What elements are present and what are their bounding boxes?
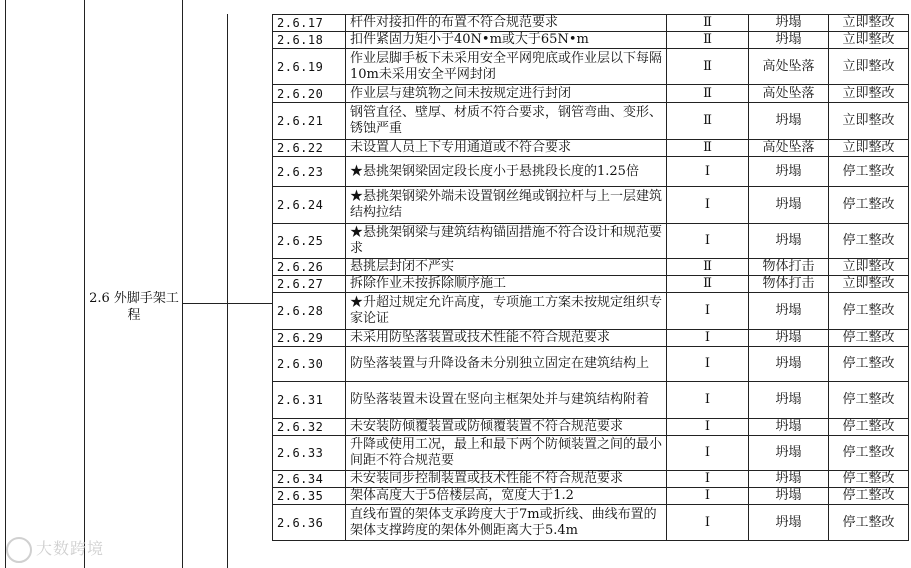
category-label: 2.6 外脚手架工程	[89, 291, 179, 323]
item-code: 2.6.27	[273, 276, 346, 293]
item-code: 2.6.22	[273, 140, 346, 157]
item-description: ★升超过规定允许高度，专项施工方案未按规定组织专家论证	[346, 293, 667, 330]
hazard-table	[272, 14, 909, 541]
table-row	[273, 293, 909, 330]
table-row	[273, 49, 909, 85]
item-code: 2.6.23	[273, 157, 346, 187]
hazard-level: Ⅰ	[667, 488, 749, 505]
rectification-action: 停工整改	[829, 224, 909, 259]
hazard-level: Ⅱ	[667, 15, 749, 32]
rectification-action: 停工整改	[829, 505, 909, 541]
rectification-action: 立即整改	[829, 32, 909, 49]
item-description: 未安装同步控制装置或技术性能不符合规范要求	[346, 471, 667, 488]
hazard-type: 坍塌	[749, 505, 829, 541]
hazard-type: 坍塌	[749, 32, 829, 49]
hazard-type: 坍塌	[749, 157, 829, 187]
rectification-action: 立即整改	[829, 259, 909, 276]
item-code: 2.6.34	[273, 471, 346, 488]
hazard-level: Ⅱ	[667, 259, 749, 276]
hazard-level: Ⅱ	[667, 49, 749, 85]
watermark	[6, 536, 104, 563]
item-code: 2.6.33	[273, 436, 346, 471]
hazard-level: Ⅰ	[667, 293, 749, 330]
item-description: 防坠落装置未设置在竖向主框架处并与建筑结构附着	[346, 382, 667, 419]
item-code: 2.6.30	[273, 347, 346, 382]
category-connector-line	[182, 303, 272, 304]
table-row	[273, 187, 909, 224]
category-column-right-border	[182, 0, 183, 568]
item-description: 拆除作业未按拆除顺序施工	[346, 276, 667, 293]
hazard-type: 坍塌	[749, 471, 829, 488]
hazard-type: 坍塌	[749, 419, 829, 436]
table-row	[273, 103, 909, 140]
hazard-type: 高处坠落	[749, 140, 829, 157]
hazard-type: 坍塌	[749, 187, 829, 224]
rectification-action: 停工整改	[829, 471, 909, 488]
hazard-type: 坍塌	[749, 293, 829, 330]
hazard-type: 坍塌	[749, 436, 829, 471]
hazard-level: Ⅱ	[667, 85, 749, 103]
item-description: 防坠落装置与升降设备未分别独立固定在建筑结构上	[346, 347, 667, 382]
sub-column-divider	[227, 14, 228, 568]
rectification-action: 停工整改	[829, 382, 909, 419]
hazard-level: Ⅰ	[667, 436, 749, 471]
item-description: 作业层与建筑物之间未按规定进行封闭	[346, 85, 667, 103]
rectification-action: 停工整改	[829, 419, 909, 436]
item-code: 2.6.17	[273, 15, 346, 32]
hazard-level: Ⅱ	[667, 32, 749, 49]
table-row	[273, 157, 909, 187]
watermark-text: 大数跨境	[36, 539, 105, 558]
rectification-action: 立即整改	[829, 140, 909, 157]
rectification-action: 停工整改	[829, 488, 909, 505]
item-code: 2.6.36	[273, 505, 346, 541]
outer-left-border	[5, 0, 6, 568]
hazard-level: Ⅰ	[667, 382, 749, 419]
item-code: 2.6.20	[273, 85, 346, 103]
item-code: 2.6.28	[273, 293, 346, 330]
category-column-left-border	[84, 0, 85, 568]
rectification-action: 停工整改	[829, 347, 909, 382]
table-row	[273, 505, 909, 541]
table-row	[273, 32, 909, 49]
rectification-action: 停工整改	[829, 157, 909, 187]
item-description: ★悬挑架钢梁固定段长度小于悬挑段长度的1.25倍	[346, 157, 667, 187]
rectification-action: 立即整改	[829, 15, 909, 32]
item-description: ★悬挑架钢梁与建筑结构锚固措施不符合设计和规范要求	[346, 224, 667, 259]
hazard-type: 物体打击	[749, 276, 829, 293]
item-description: 杆件对接扣件的布置不符合规范要求	[346, 15, 667, 32]
hazard-type: 坍塌	[749, 224, 829, 259]
rectification-action: 停工整改	[829, 330, 909, 347]
item-code: 2.6.32	[273, 419, 346, 436]
rectification-action: 立即整改	[829, 49, 909, 85]
item-code: 2.6.31	[273, 382, 346, 419]
rectification-action: 停工整改	[829, 436, 909, 471]
rectification-action: 立即整改	[829, 103, 909, 140]
hazard-level: Ⅰ	[667, 347, 749, 382]
hazard-type: 高处坠落	[749, 85, 829, 103]
hazard-type: 坍塌	[749, 15, 829, 32]
item-description: 扣件紧固力矩小于40N•m或大于65N•m	[346, 32, 667, 49]
table-row	[273, 471, 909, 488]
table-row	[273, 140, 909, 157]
table-row	[273, 15, 909, 32]
table-row	[273, 419, 909, 436]
hazard-level: Ⅰ	[667, 330, 749, 347]
hazard-level: Ⅰ	[667, 471, 749, 488]
table-row	[273, 276, 909, 293]
hazard-table-body	[273, 15, 909, 541]
table-row	[273, 85, 909, 103]
item-description: ★悬挑架钢梁外端未设置钢丝绳或钢拉杆与上一层建筑结构拉结	[346, 187, 667, 224]
table-row	[273, 224, 909, 259]
item-code: 2.6.19	[273, 49, 346, 85]
item-code: 2.6.26	[273, 259, 346, 276]
hazard-level: Ⅱ	[667, 103, 749, 140]
hazard-level: Ⅰ	[667, 505, 749, 541]
item-description: 升降或使用工况，最上和最下两个防倾装置之间的最小间距不符合规范要	[346, 436, 667, 471]
item-code: 2.6.25	[273, 224, 346, 259]
table-row	[273, 488, 909, 505]
table-row	[273, 436, 909, 471]
rectification-action: 停工整改	[829, 293, 909, 330]
hazard-level: Ⅰ	[667, 224, 749, 259]
rectification-action: 立即整改	[829, 276, 909, 293]
hazard-type: 坍塌	[749, 382, 829, 419]
item-description: 未安装防倾覆装置或防倾覆装置不符合规范要求	[346, 419, 667, 436]
hazard-level: Ⅰ	[667, 419, 749, 436]
table-row	[273, 347, 909, 382]
hazard-type: 高处坠落	[749, 49, 829, 85]
item-description: 悬挑层封闭不严实	[346, 259, 667, 276]
item-description: 架体高度大于5倍楼层高，宽度大于1.2	[346, 488, 667, 505]
item-description: 钢管直径、壁厚、材质不符合要求，钢管弯曲、变形、锈蚀严重	[346, 103, 667, 140]
hazard-type: 坍塌	[749, 330, 829, 347]
hazard-type: 物体打击	[749, 259, 829, 276]
item-code: 2.6.18	[273, 32, 346, 49]
table-row	[273, 259, 909, 276]
table-row	[273, 330, 909, 347]
hazard-level: Ⅱ	[667, 140, 749, 157]
item-description: 未采用防坠落装置或技术性能不符合规范要求	[346, 330, 667, 347]
item-description: 作业层脚手板下未采用安全平网兜底或作业层以下每隔10m未采用安全平网封闭	[346, 49, 667, 85]
item-code: 2.6.29	[273, 330, 346, 347]
table-row	[273, 382, 909, 419]
item-code: 2.6.35	[273, 488, 346, 505]
hazard-level: Ⅱ	[667, 276, 749, 293]
item-code: 2.6.24	[273, 187, 346, 224]
hazard-level: Ⅰ	[667, 157, 749, 187]
hazard-type: 坍塌	[749, 488, 829, 505]
item-code: 2.6.21	[273, 103, 346, 140]
hazard-type: 坍塌	[749, 347, 829, 382]
hazard-level: Ⅰ	[667, 187, 749, 224]
watermark-logo-icon	[6, 537, 32, 563]
item-description: 直线布置的架体支承跨度大于7m或折线、曲线布置的架体支撑跨度的架体外侧距离大于5.4m	[346, 505, 667, 541]
item-description: 未设置人员上下专用通道或不符合要求	[346, 140, 667, 157]
hazard-type: 坍塌	[749, 103, 829, 140]
rectification-action: 立即整改	[829, 85, 909, 103]
rectification-action: 停工整改	[829, 187, 909, 224]
